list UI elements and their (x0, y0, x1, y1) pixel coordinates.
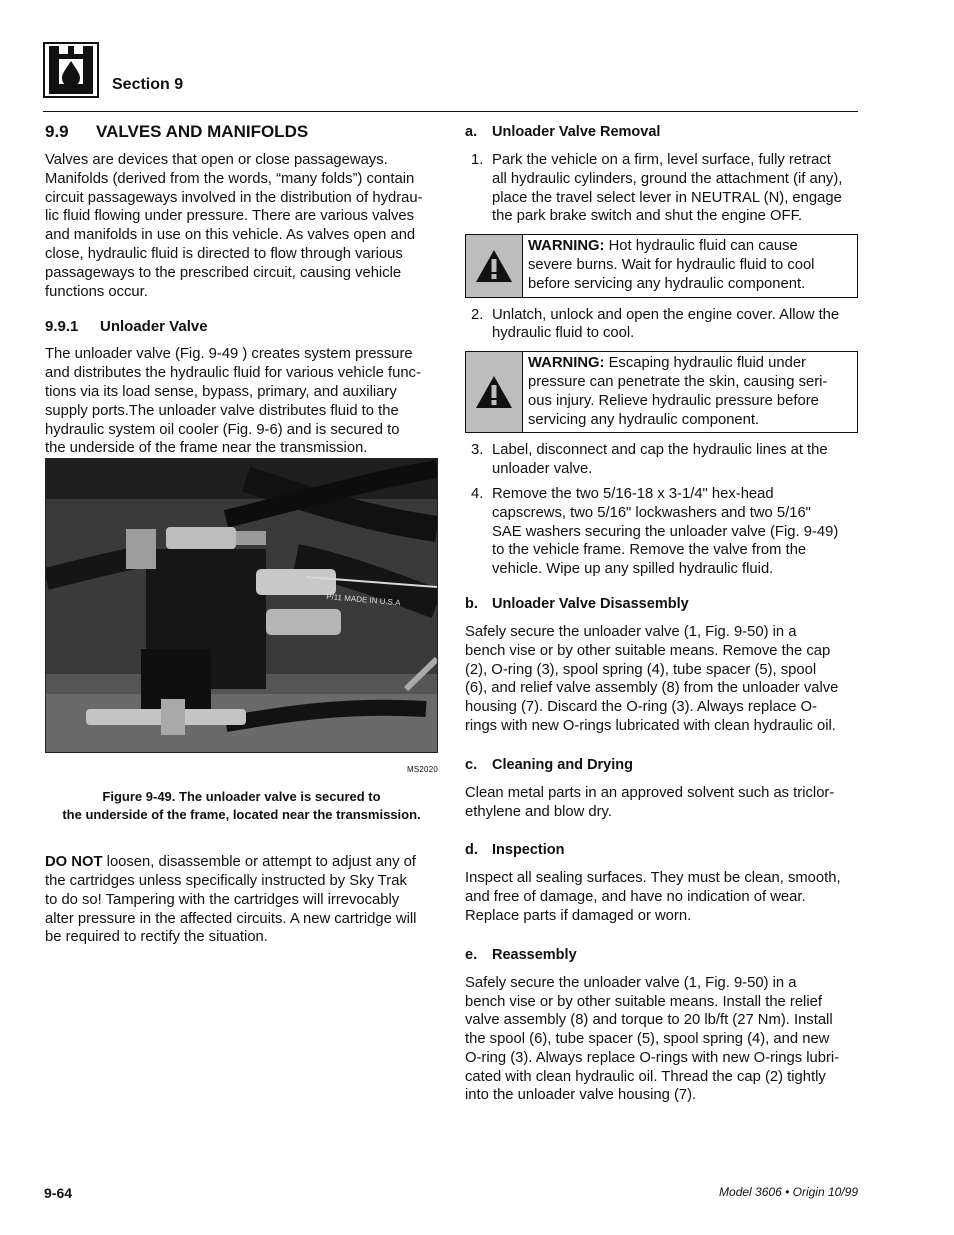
warning-icon-cell (466, 352, 523, 432)
text-line: the park brake switch and shut the engine OFF. (492, 208, 803, 225)
warning-box (465, 234, 858, 297)
heading-disassembly (465, 595, 858, 613)
warning-box (465, 351, 858, 433)
text-line: (2), O-ring (3), spool spring (4), tube spacer (5), spool (465, 661, 817, 678)
warning-text (523, 352, 833, 432)
text-line: Clean metal parts in an approved solvent such as triclor- (465, 784, 835, 801)
warning-text (523, 235, 820, 296)
warning-label: WARNING: (528, 355, 605, 372)
text-line: Safely secure the unloader valve (1, Fig. 9-50) in a (465, 623, 797, 640)
heading-letter: c. (465, 756, 478, 773)
text-line: unloader valve. (492, 461, 593, 478)
text-line: bench vise or by other suitable means. Install the relief (465, 993, 822, 1010)
text-line: circuit passageways involved in the distribution of hydrau- (45, 189, 423, 206)
text-line: The unloader valve (Fig. 9-49 ) creates system pressure (45, 346, 413, 363)
hydraulic-drop-icon (45, 44, 97, 96)
warning-icon-cell (466, 235, 523, 296)
text-line: Safely secure the unloader valve (1, Fig. 9-50) in a (465, 974, 797, 991)
text-line: pressure can penetrate the skin, causing seri- (528, 373, 828, 390)
photo-illustration (46, 459, 437, 752)
text-line: Label, disconnect and cap the hydraulic lines at the (492, 442, 828, 459)
caption-line: the underside of the frame, located near the transmission. (62, 806, 421, 822)
text-line: place the travel select lever in NEUTRAL (N), engage (492, 189, 842, 206)
figure-code: MS2020 (407, 765, 438, 775)
text-line: Replace parts if damaged or worn. (465, 907, 692, 924)
subsection-number: 9.9.1 (45, 318, 79, 336)
text-line: SAE washers securing the unloader valve (Fig. 9-49) (492, 523, 839, 540)
removal-steps-1 (465, 151, 858, 226)
text-line: ethylene and blow dry. (465, 803, 612, 820)
donot-paragraph (45, 853, 438, 947)
heading-title: Reassembly (492, 946, 577, 963)
heading-letter: a. (465, 124, 478, 140)
list-item (465, 306, 858, 344)
text-line: the spool (6), tube spacer (5), spool spring (4), and new (465, 1031, 830, 1048)
text-line: before servicing any hydraulic component. (528, 275, 806, 292)
text-line: functions occur. (45, 283, 148, 300)
text-line: vehicle. Wipe up any spilled hydraulic fluid. (492, 561, 774, 578)
text-line: Inspect all sealing surfaces. They must be clean, smooth, (465, 870, 841, 887)
removal-steps-3 (465, 441, 858, 579)
text-line: capscrews, two 5/16" lockwashers and two 5/16" (492, 504, 811, 521)
text-line: passageways to the prescribed circuit, causing vehicle (45, 264, 402, 281)
section-heading-title: VALVES AND MANIFOLDS (96, 122, 309, 141)
page-number: 9-64 (44, 1185, 73, 1201)
header-rule (43, 111, 858, 112)
heading-title: Inspection (492, 842, 565, 859)
heading-letter: d. (465, 842, 478, 859)
step-number: 3. (471, 442, 484, 459)
caption-line: Figure 9-49. The unloader valve is secured to (102, 789, 381, 805)
text-line: (6), and relief valve assembly (8) from the unloader valve (465, 680, 839, 697)
photo-marking-text: P/11 MADE IN U.S.A (325, 592, 401, 608)
heading-cleaning (465, 756, 858, 774)
text-line: Park the vehicle on a firm, level surface, fully retract (492, 152, 831, 168)
text-line: O-ring (3). Always replace O-rings with new O-rings lubri- (465, 1049, 840, 1066)
text-line: tions via its load sense, bypass, primary, and auxiliary (45, 383, 397, 400)
text-line: cated with clean hydraulic oil. Thread the cap (2) tightly (465, 1068, 826, 1085)
heading-title: Cleaning and Drying (492, 756, 633, 773)
text-line: close, hydraulic fluid is directed to flow through various (45, 245, 403, 262)
text-line: bench vise or by other suitable means. Remove the cap (465, 642, 831, 659)
text-line: the underside of the frame near the transmission. (45, 440, 368, 457)
text-line: Hot hydraulic fluid can cause (604, 238, 798, 255)
right-column (465, 120, 858, 1105)
list-item (465, 441, 858, 479)
unloader-valve-photo (45, 458, 438, 753)
heading-reassembly (465, 946, 858, 964)
text-line: supply ports.The unloader valve distributes fluid to the (45, 402, 399, 419)
donot-emphasis: DO NOT (45, 854, 103, 871)
list-item (465, 485, 858, 579)
text-line: to the vehicle frame. Remove the valve from the (492, 542, 807, 559)
text-line: all hydraulic cylinders, ground the attachment (if any), (492, 170, 843, 187)
heading-letter: b. (465, 595, 478, 612)
text-line: Escaping hydraulic fluid under (604, 355, 806, 372)
inspection-paragraph (465, 869, 858, 925)
text-line: rings with new O-rings lubricated with clean hydraulic oil. (465, 717, 836, 734)
heading-title: Unloader Valve Removal (492, 124, 661, 140)
text-line: ous injury. Relieve hydraulic pressure before (528, 392, 819, 409)
section-heading-number: 9.9 (45, 122, 69, 141)
cleaning-paragraph (465, 784, 858, 822)
list-item (465, 151, 858, 226)
step-number: 4. (471, 485, 484, 502)
subsection-heading (45, 317, 438, 337)
subsection-title: Unloader Valve (100, 318, 208, 336)
removal-steps-2 (465, 306, 858, 344)
text-line: alter pressure in the affected circuits. A new cartridge will (45, 910, 417, 927)
heading-removal (465, 123, 858, 141)
model-origin: Model 3606 • Origin 10/99 (719, 1185, 858, 1199)
text-line: Unlatch, unlock and open the engine cover. Allow the (492, 306, 840, 323)
text-line: loosen, disassemble or attempt to adjust any of (102, 854, 416, 871)
warning-triangle-icon (474, 248, 514, 284)
text-line: and distributes the hydraulic fluid for various vehicle func- (45, 365, 421, 382)
text-line: Manifolds (derived from the words, “many folds”) contain (45, 170, 415, 187)
text-line: valve assembly (8) and torque to 20 lb/ft (27 Nm). Install (465, 1012, 833, 1029)
text-line: and manifolds in use on this vehicle. As valves open and (45, 227, 416, 244)
left-column (45, 120, 438, 947)
warning-label: WARNING: (528, 238, 605, 255)
text-line: be required to rectify the situation. (45, 929, 268, 946)
heading-title: Unloader Valve Disassembly (492, 595, 689, 612)
section-heading (45, 120, 438, 143)
text-line: Valves are devices that open or close passageways. (45, 152, 388, 168)
text-line: and free of damage, and have no indication of wear. (465, 889, 806, 906)
warning-triangle-icon (474, 374, 514, 410)
text-line: into the unloader valve housing (7). (465, 1087, 697, 1104)
unloader-paragraph (45, 345, 438, 458)
text-line: to do so! Tampering with the cartridges will irrevocably (45, 891, 400, 908)
step-number: 1. (471, 152, 484, 168)
heading-letter: e. (465, 946, 478, 963)
text-line: lic fluid flowing under pressure. There are various valves (45, 208, 415, 225)
section-label: Section 9 (112, 76, 184, 93)
text-line: severe burns. Wait for hydraulic fluid to cool (528, 256, 815, 273)
reassembly-paragraph (465, 974, 858, 1106)
intro-paragraph (45, 151, 438, 301)
figure-caption (45, 788, 438, 823)
heading-inspection (465, 841, 858, 859)
text-line: hydraulic system oil cooler (Fig. 9-6) and is secured to (45, 421, 400, 438)
step-number: 2. (471, 306, 484, 323)
text-line: the cartridges unless specifically instructed by Sky Trak (45, 872, 407, 889)
text-line: servicing any hydraulic component. (528, 411, 760, 428)
hydraulic-section-logo (43, 42, 99, 98)
disassembly-paragraph (465, 623, 858, 736)
text-line: hydraulic fluid to cool. (492, 325, 635, 342)
text-line: housing (7). Discard the O-ring (3). Always replace O- (465, 699, 817, 716)
text-line: Remove the two 5/16-18 x 3-1/4" hex-head (492, 485, 774, 502)
